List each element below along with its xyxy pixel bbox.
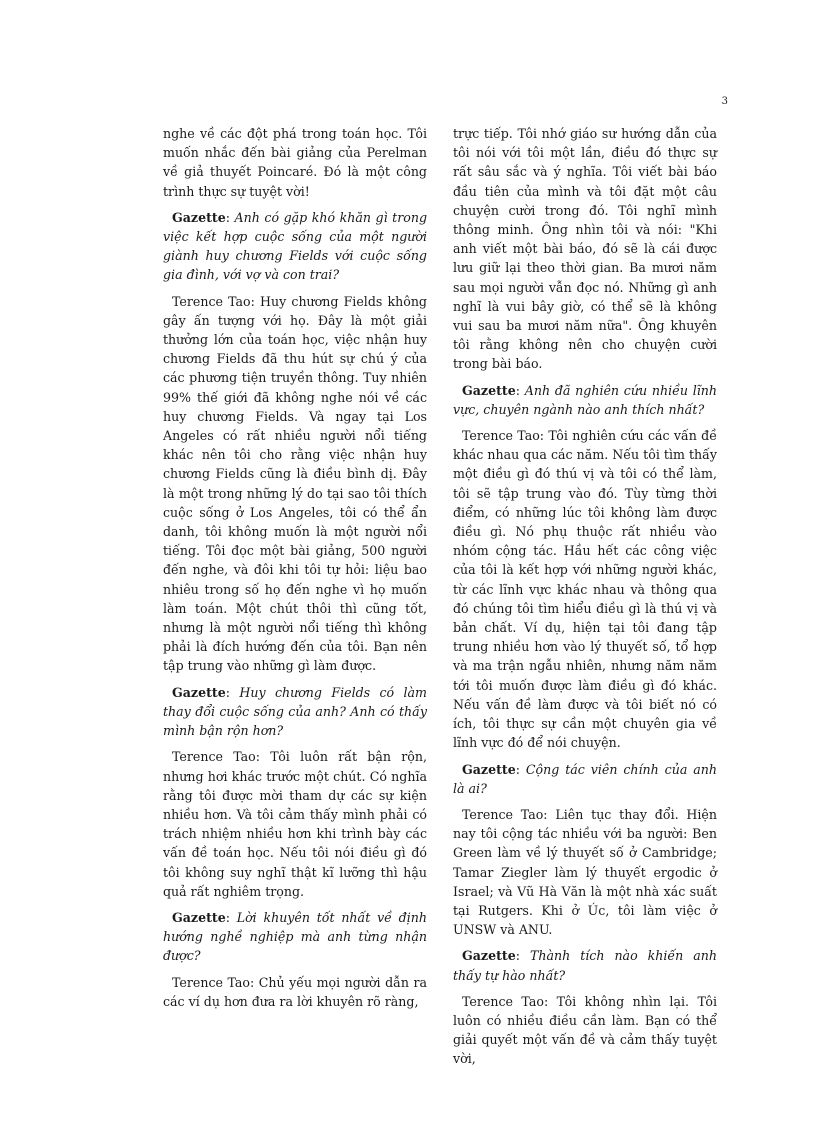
right-column (453, 124, 717, 1076)
speaker-label: Gazette (462, 948, 516, 964)
left-column (163, 124, 427, 1018)
continued-answer-paragraph: nghe về các đột phá trong toán học. Tôi muốn nhắc đến bài giảng của Perelman về giả thuyết Poincaré. Đó là một công trình thực sự tuyệt vời! (163, 126, 427, 199)
page-number: 3 (721, 96, 728, 107)
answer-paragraph: Terence Tao: Tôi nghiên cứu các vấn đề khác nhau qua các năm. Nếu tôi tìm thấy một điều gì đó thú vị và tôi có thể làm, tôi sẽ tập trung vào đó. Tùy từng thời điểm, có những lúc tôi không làm được điều gì. Nó phụ thuộc rất nhiều vào nhóm cộng tác. Hầu hết các công việc của tôi là kết hợp với những người khác, từ các lĩnh vực khác nhau và thông qua đó chúng tôi tìm hiểu điều gì là thú vị và bản chất. Ví dụ, hiện tại tôi đang tập trung nhiều hơn vào lý thuyết số, tổ hợp và ma trận ngẫu nhiên, nhưng năm năm tới tôi muốn được làm điều gì đó khác. Nếu vấn đề làm được và tôi biết nó có ích, tôi thực sự cần một chuyên gia về lĩnh vực đó để nói chuyện. (453, 428, 717, 751)
interviewer-question (453, 946, 717, 984)
speaker-separator: : (515, 948, 530, 964)
speaker-label: Gazette (172, 684, 226, 700)
speaker-separator: : (515, 761, 526, 777)
speaker-separator: : (515, 382, 525, 398)
speaker-label: Gazette (172, 209, 226, 225)
question-text: Lời khuyên tốt nhất về định hướng nghề nghiệp mà anh từng nhận được? (163, 909, 427, 964)
question-text: Anh có gặp khó khăn gì trong việc kết hợp cuộc sống của một người giành huy chương Fields với cuộc sống gia đình, với vợ và con trai? (163, 209, 427, 283)
question-text: Anh đã nghiên cứu nhiều lĩnh vực, chuyên ngành nào anh thích nhất? (453, 382, 717, 417)
interviewer-question (163, 908, 427, 966)
interviewer-question (453, 381, 717, 419)
speaker-label: Gazette (172, 909, 226, 925)
answer-paragraph: Terence Tao: Tôi luôn rất bận rộn, nhưng hơi khác trước một chút. Có nghĩa rằng tôi được mời tham dự các sự kiện nhiều hơn. Và tôi cảm thấy mình phải có trách nhiệm nhiều hơn khi trình bày các vấn đề toán học. Nếu tôi nói điều gì đó tôi không suy nghĩ thật kĩ lưỡng thì hậu quả rất nghiêm trọng. (163, 749, 427, 899)
answer-paragraph: Terence Tao: Huy chương Fields không gây ấn tượng với họ. Đây là một giải thưởng lớn của toán học, việc nhận huy chương Fields đã thu hút sự chú ý của các phương tiện truyền thông. Tuy nhiên 99% thế giới đã không nghe nói về các huy chương Fields. Và ngay tại Los Angeles có rất nhiều người nổi tiếng khác nên tôi cho rằng việc nhận huy chương Fields cũng là điều bình dị. Đây là một trong những lý do tại sao tôi thích cuộc sống ở Los Angeles, tôi có thể ẩn danh, tôi không muốn là một người nổi tiếng. Tôi đọc một bài giảng, 500 người đến nghe, và đôi khi tôi tự hỏi: liệu bao nhiêu trong số họ đến nghe vì họ muốn làm toán. Một chút thôi thì cũng tốt, nhưng là một người nổi tiếng thì không phải là đích hướng đến của tôi. Bạn nên tập trung vào những gì làm được. (163, 293, 427, 674)
answer-paragraph: Terence Tao: Tôi không nhìn lại. Tôi luôn có nhiều điều cần làm. Bạn có thể giải quyết một vấn đề và cảm thấy tuyệt vời, (453, 993, 717, 1067)
speaker-separator: : (225, 909, 237, 925)
speaker-label: Gazette (462, 382, 516, 398)
speaker-separator: : (225, 209, 235, 225)
interviewer-question (163, 683, 427, 741)
interviewer-question (163, 208, 427, 285)
answer-paragraph: Terence Tao: Liên tục thay đổi. Hiện nay tôi cộng tác nhiều với ba người: Ben Green làm về lý thuyết số ở Cambridge; Tamar Ziegler làm lý thuyết ergodic ở Israel; và Vũ Hà Văn là một nhà xác suất tại Rutgers. Khi ở Úc, tôi làm việc ở UNSW và ANU. (453, 806, 717, 938)
question-text: Thành tích nào khiến anh thấy tự hào nhất? (453, 948, 717, 983)
question-text: Huy chương Fields có làm thay đổi cuộc sống của anh? Anh có thấy mình bận rộn hơn? (163, 684, 427, 739)
speaker-separator: : (225, 684, 240, 700)
answer-paragraph: Terence Tao: Chủ yếu mọi người dẫn ra các ví dụ hơn đưa ra lời khuyên rõ ràng, (163, 974, 427, 1009)
continued-answer-paragraph: trực tiếp. Tôi nhớ giáo sư hướng dẫn của tôi nói với tôi một lần, điều đó thực sự rất sâu sắc và ý nghĩa. Tôi viết bài báo đầu tiên của mình và tôi đặt một câu chuyện cười trong đó. Tôi nghĩ mình thông minh. Ông nhìn tôi và nói: "Khi anh viết một bài báo, đó sẽ là cái được lưu giữ lại theo thời gian. Ba mươi năm sau mọi người vẫn đọc nó. Những gì anh nghĩ là vui bây giờ, có thể sẽ là không vui sau ba mươi năm nữa". Ông khuyên tôi rằng không nên cho chuyện cười trong bài báo. (453, 126, 717, 372)
interviewer-question (453, 760, 717, 798)
speaker-label: Gazette (462, 761, 516, 777)
question-text: Cộng tác viên chính của anh là ai? (453, 761, 717, 796)
